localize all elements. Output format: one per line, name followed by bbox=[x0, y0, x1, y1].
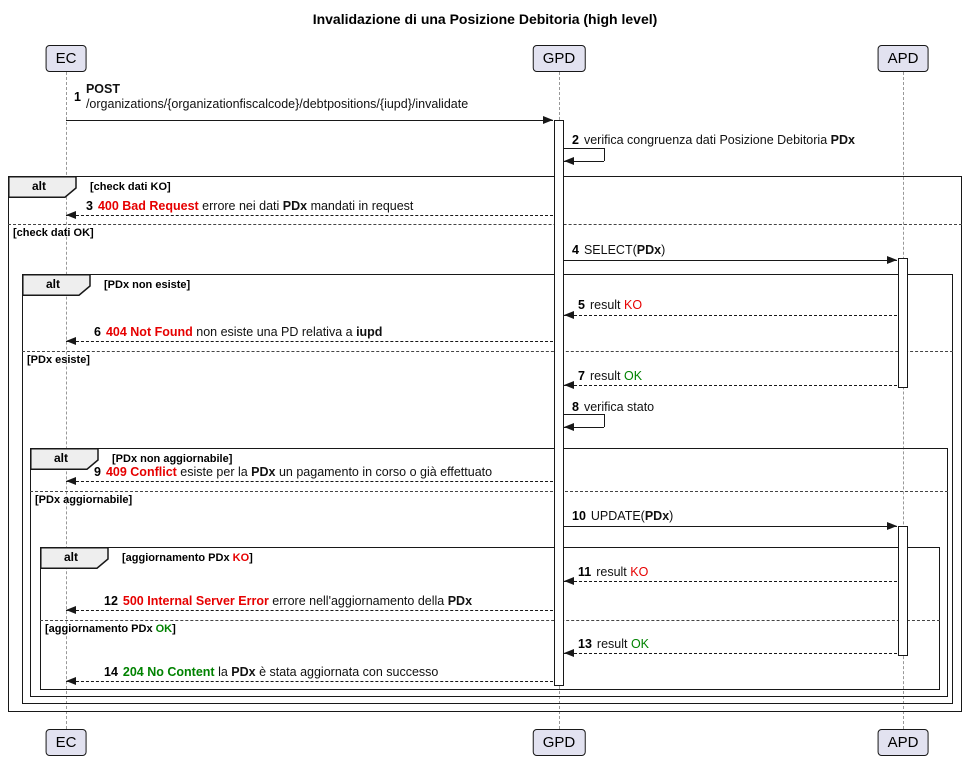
message-number: 8 bbox=[572, 400, 579, 414]
text-segment: [check dati OK] bbox=[13, 227, 94, 239]
divider-label bbox=[45, 623, 176, 635]
message-arrow-line bbox=[564, 581, 897, 582]
arrowhead bbox=[887, 522, 897, 530]
message-text bbox=[590, 369, 642, 384]
message-text bbox=[98, 199, 413, 214]
activation-bar-apd bbox=[898, 526, 908, 656]
text-segment: errore nell'aggiornamento della bbox=[268, 594, 448, 608]
text-segment: è stata aggiornata con successo bbox=[255, 665, 439, 679]
text-segment: [PDx esiste] bbox=[27, 354, 90, 366]
divider-label bbox=[13, 227, 94, 239]
message-text bbox=[584, 243, 665, 258]
message-arrow-line bbox=[564, 260, 897, 261]
message-number: 2 bbox=[572, 133, 579, 147]
text-segment: result bbox=[596, 637, 631, 651]
alt-keyword: alt bbox=[64, 550, 79, 564]
message-number: 4 bbox=[572, 243, 579, 257]
message-label bbox=[578, 565, 648, 580]
message-label bbox=[74, 82, 468, 112]
alt-frame-header bbox=[8, 176, 88, 199]
arrowhead bbox=[66, 477, 76, 485]
message-text-line bbox=[86, 82, 468, 97]
text-segment: la bbox=[214, 665, 232, 679]
message-number: 11 bbox=[578, 565, 592, 579]
message-arrow-line bbox=[564, 315, 897, 316]
message-number: 5 bbox=[578, 298, 585, 312]
frame-divider bbox=[30, 491, 948, 492]
message-text-line bbox=[86, 97, 468, 112]
text-segment: result bbox=[596, 565, 631, 579]
message-label bbox=[94, 465, 492, 480]
participant-box-gpd-top: GPD bbox=[533, 45, 586, 72]
message-text bbox=[584, 400, 654, 415]
participant-box-ec-bottom: EC bbox=[46, 729, 87, 756]
participant-box-apd-top: APD bbox=[878, 45, 929, 72]
message-label bbox=[572, 400, 654, 415]
message-text-line bbox=[590, 298, 642, 313]
text-segment: iupd bbox=[356, 325, 383, 339]
message-text bbox=[86, 82, 468, 112]
message-text-line bbox=[123, 665, 438, 680]
message-text bbox=[590, 298, 642, 313]
message-text bbox=[123, 594, 472, 609]
frame-divider bbox=[40, 620, 940, 621]
message-text bbox=[596, 565, 648, 580]
message-text-line bbox=[98, 199, 413, 214]
arrowhead bbox=[543, 116, 553, 124]
text-segment: ] bbox=[249, 552, 253, 564]
arrowhead bbox=[564, 649, 574, 657]
text-segment: ) bbox=[661, 243, 666, 257]
message-number: 6 bbox=[94, 325, 101, 339]
message-arrow-line bbox=[66, 481, 553, 482]
diagram-title: Invalidazione di una Posizione Debitoria (high level) bbox=[312, 11, 658, 27]
message-label bbox=[578, 298, 642, 313]
message-text-line bbox=[584, 400, 654, 415]
text-segment: [PDx non esiste] bbox=[104, 279, 191, 291]
message-number: 14 bbox=[104, 665, 118, 679]
message-number: 9 bbox=[94, 465, 101, 479]
alt-keyword: alt bbox=[32, 179, 47, 193]
message-label bbox=[572, 133, 855, 148]
alt-frame-header bbox=[22, 274, 102, 297]
arrowhead bbox=[66, 211, 76, 219]
frame-guard-label bbox=[104, 279, 190, 291]
text-segment: non esiste una PD relativa a bbox=[192, 325, 357, 339]
participant-box-apd-bottom: APD bbox=[878, 729, 929, 756]
message-arrow-line bbox=[564, 385, 897, 386]
message-text bbox=[106, 465, 492, 480]
text-segment: 400 Bad Request bbox=[97, 199, 199, 213]
message-number: 13 bbox=[578, 637, 592, 651]
alt-keyword: alt bbox=[54, 451, 69, 465]
arrowhead bbox=[564, 311, 574, 319]
text-segment: 204 No Content bbox=[122, 665, 215, 679]
participant-box-gpd-bottom: GPD bbox=[533, 729, 586, 756]
message-number: 1 bbox=[74, 89, 81, 104]
message-number: 3 bbox=[86, 199, 93, 213]
text-segment: result bbox=[589, 298, 624, 312]
message-label bbox=[572, 243, 665, 258]
arrowhead bbox=[564, 381, 574, 389]
message-arrow-line bbox=[564, 653, 897, 654]
message-arrow-line bbox=[66, 610, 553, 611]
divider-label bbox=[27, 354, 90, 366]
arrowhead bbox=[564, 157, 574, 165]
alt-keyword: alt bbox=[46, 277, 61, 291]
message-arrow-line bbox=[564, 526, 897, 527]
self-message-side bbox=[604, 148, 605, 161]
arrowhead bbox=[66, 606, 76, 614]
message-label bbox=[94, 325, 382, 340]
text-segment: OK bbox=[624, 369, 643, 383]
self-message-side bbox=[604, 414, 605, 427]
message-arrow-line bbox=[66, 215, 553, 216]
activation-bar-gpd bbox=[554, 120, 564, 686]
frame-guard-label bbox=[112, 453, 232, 465]
text-segment: mandati in request bbox=[307, 199, 414, 213]
text-segment: UPDATE( bbox=[590, 509, 645, 523]
text-segment: 409 Conflict bbox=[105, 465, 177, 479]
text-segment: SELECT( bbox=[583, 243, 637, 257]
message-label bbox=[572, 509, 673, 524]
text-segment: un pagamento in corso o già effettuato bbox=[275, 465, 493, 479]
arrowhead bbox=[887, 256, 897, 264]
frame-divider bbox=[8, 224, 962, 225]
arrowhead bbox=[66, 337, 76, 345]
text-segment: ) bbox=[669, 509, 674, 523]
divider-label bbox=[35, 494, 132, 506]
message-text bbox=[123, 665, 438, 680]
text-segment: result bbox=[589, 369, 624, 383]
alt-frame-header bbox=[40, 547, 120, 570]
text-segment: ] bbox=[172, 623, 176, 635]
arrowhead bbox=[564, 577, 574, 585]
text-segment: PDx bbox=[830, 133, 855, 147]
arrowhead bbox=[564, 423, 574, 431]
message-text bbox=[591, 509, 673, 524]
text-segment: OK bbox=[155, 623, 173, 635]
text-segment: 500 Internal Server Error bbox=[122, 594, 269, 608]
message-number: 7 bbox=[578, 369, 585, 383]
message-number: 10 bbox=[572, 509, 586, 523]
text-segment: [aggiornamento PDx bbox=[122, 552, 233, 564]
text-segment: PDx bbox=[251, 465, 276, 479]
text-segment: PDx bbox=[636, 243, 662, 257]
message-text-line bbox=[123, 594, 472, 609]
text-segment: verifica stato bbox=[583, 400, 655, 414]
text-segment: PDx bbox=[231, 665, 256, 679]
text-segment: KO bbox=[232, 552, 250, 564]
message-label bbox=[104, 594, 472, 609]
text-segment: PDx bbox=[447, 594, 473, 608]
activation-bar-apd bbox=[898, 258, 908, 388]
message-arrow-line bbox=[66, 341, 553, 342]
text-segment: [PDx non aggiornabile] bbox=[112, 453, 233, 465]
text-segment: /organizations/{organizationfiscalcode}/debtpositions/{iupd}/invalidate bbox=[85, 97, 469, 111]
text-segment: OK bbox=[630, 637, 650, 651]
message-text-line bbox=[590, 369, 642, 384]
message-text-line bbox=[596, 565, 648, 580]
text-segment: KO bbox=[630, 565, 649, 579]
message-label bbox=[86, 199, 413, 214]
frame-guard-label bbox=[90, 181, 171, 193]
text-segment: [check dati KO] bbox=[90, 181, 171, 193]
message-text-line bbox=[584, 243, 665, 258]
message-label bbox=[578, 369, 642, 384]
self-message-top bbox=[564, 148, 604, 149]
message-label bbox=[104, 665, 438, 680]
arrowhead bbox=[66, 677, 76, 685]
frame-divider bbox=[22, 351, 953, 352]
message-text bbox=[597, 637, 649, 652]
text-segment: [PDx aggiornabile] bbox=[35, 494, 133, 506]
text-segment: PDx bbox=[644, 509, 670, 523]
text-segment: verifica congruenza dati Posizione Debitoria bbox=[583, 133, 831, 147]
text-segment: errore nei dati bbox=[198, 199, 283, 213]
message-number: 12 bbox=[104, 594, 118, 608]
message-arrow-line bbox=[66, 120, 553, 121]
message-text bbox=[106, 325, 383, 340]
frame-guard-label bbox=[122, 552, 253, 564]
text-segment: 404 Not Found bbox=[105, 325, 193, 339]
text-segment: [aggiornamento PDx bbox=[45, 623, 156, 635]
participant-box-ec-top: EC bbox=[46, 45, 87, 72]
message-text-line bbox=[597, 637, 649, 652]
message-label bbox=[578, 637, 649, 652]
message-text-line bbox=[584, 133, 855, 148]
message-text bbox=[584, 133, 855, 148]
message-text-line bbox=[591, 509, 673, 524]
text-segment: esiste per la bbox=[176, 465, 252, 479]
message-text-line bbox=[106, 325, 383, 340]
message-text-line bbox=[106, 465, 492, 480]
message-arrow-line bbox=[66, 681, 553, 682]
text-segment: PDx bbox=[282, 199, 308, 213]
text-segment: POST bbox=[85, 82, 120, 96]
text-segment: KO bbox=[624, 298, 643, 312]
